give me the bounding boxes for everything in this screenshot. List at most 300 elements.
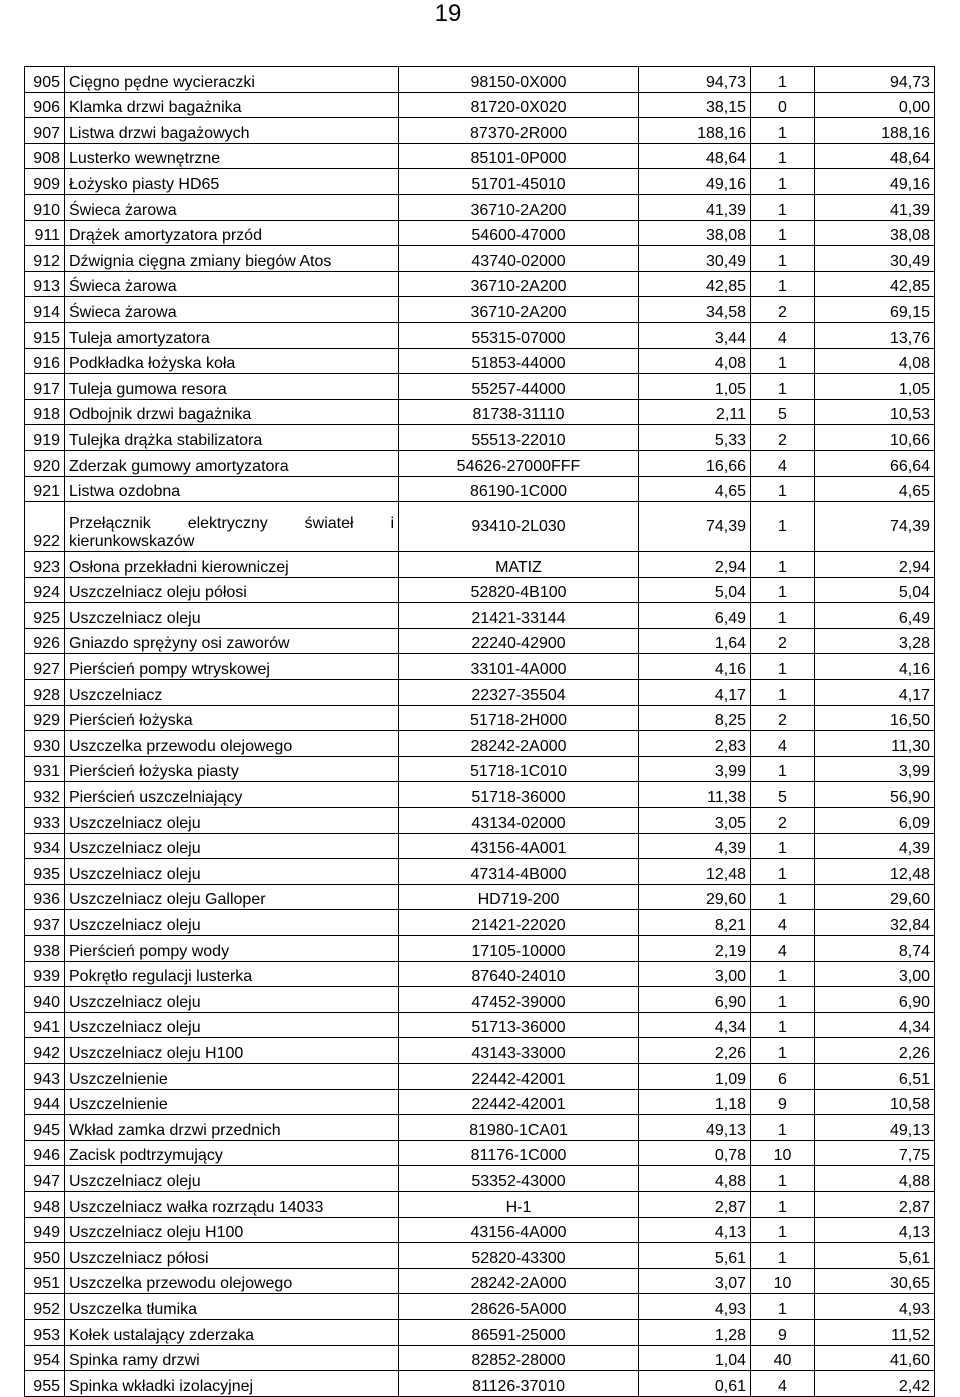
table-row	[25, 782, 935, 808]
quantity-cell: 10	[751, 1140, 815, 1166]
part-name-cell: Spinka ramy drzwi	[65, 1345, 399, 1371]
part-code-cell: HD719-200	[399, 884, 639, 910]
unit-price-cell: 3,99	[639, 756, 751, 782]
part-name-cell: Pierścień pompy wtryskowej	[65, 654, 399, 680]
table-row	[25, 476, 935, 502]
part-name-cell: Uszczelniacz oleju H100	[65, 1038, 399, 1064]
page-number: 19	[434, 0, 462, 27]
table-row	[25, 502, 935, 552]
part-name-cell: Uszczelniacz oleju	[65, 910, 399, 936]
row-number-cell: 916	[25, 348, 65, 374]
unit-price-cell: 49,13	[639, 1115, 751, 1141]
table-row	[25, 884, 935, 910]
table-row	[25, 1294, 935, 1320]
unit-price-cell: 6,90	[639, 987, 751, 1013]
quantity-cell: 1	[751, 1217, 815, 1243]
unit-price-cell: 0,61	[639, 1371, 751, 1397]
row-number-cell: 933	[25, 808, 65, 834]
table-row	[25, 1371, 935, 1397]
quantity-cell: 1	[751, 1191, 815, 1217]
part-name-cell: Uszczelniacz wałka rozrządu 14033	[65, 1191, 399, 1217]
total-value-cell: 12,48	[815, 859, 935, 885]
row-number-cell: 948	[25, 1191, 65, 1217]
quantity-cell: 1	[751, 884, 815, 910]
quantity-cell: 1	[751, 833, 815, 859]
part-code-cell: 53352-43000	[399, 1166, 639, 1192]
row-number-cell: 952	[25, 1294, 65, 1320]
unit-price-cell: 4,13	[639, 1217, 751, 1243]
table-row	[25, 1140, 935, 1166]
part-name-cell: Osłona przekładni kierowniczej	[65, 552, 399, 578]
unit-price-cell: 2,87	[639, 1191, 751, 1217]
total-value-cell: 29,60	[815, 884, 935, 910]
parts-table-body	[25, 67, 935, 1397]
unit-price-cell: 34,58	[639, 297, 751, 323]
unit-price-cell: 1,05	[639, 374, 751, 400]
part-name-cell: Uszczelnienie	[65, 1089, 399, 1115]
table-row	[25, 1063, 935, 1089]
unit-price-cell: 94,73	[639, 67, 751, 93]
part-code-cell: 85101-0P000	[399, 143, 639, 169]
unit-price-cell: 2,11	[639, 399, 751, 425]
quantity-cell: 2	[751, 628, 815, 654]
unit-price-cell: 4,17	[639, 680, 751, 706]
unit-price-cell: 30,49	[639, 246, 751, 272]
part-name-cell: Łożysko piasty HD65	[65, 169, 399, 195]
part-name-cell: Listwa ozdobna	[65, 476, 399, 502]
part-code-cell: 81738-31110	[399, 399, 639, 425]
quantity-cell: 4	[751, 731, 815, 757]
quantity-cell: 40	[751, 1345, 815, 1371]
row-number-cell: 907	[25, 118, 65, 144]
unit-price-cell: 29,60	[639, 884, 751, 910]
unit-price-cell: 2,26	[639, 1038, 751, 1064]
total-value-cell: 94,73	[815, 67, 935, 93]
table-row	[25, 1166, 935, 1192]
total-value-cell: 4,88	[815, 1166, 935, 1192]
part-code-cell: 51718-2H000	[399, 705, 639, 731]
total-value-cell: 6,49	[815, 603, 935, 629]
unit-price-cell: 48,64	[639, 143, 751, 169]
total-value-cell: 2,42	[815, 1371, 935, 1397]
unit-price-cell: 12,48	[639, 859, 751, 885]
total-value-cell: 5,04	[815, 577, 935, 603]
part-code-cell: 87640-24010	[399, 961, 639, 987]
table-row	[25, 1191, 935, 1217]
row-number-cell: 923	[25, 552, 65, 578]
table-row	[25, 859, 935, 885]
unit-price-cell: 74,39	[639, 502, 751, 552]
unit-price-cell: 2,19	[639, 936, 751, 962]
row-number-cell: 911	[25, 220, 65, 246]
part-code-cell: 55315-07000	[399, 322, 639, 348]
quantity-cell: 4	[751, 936, 815, 962]
unit-price-cell: 188,16	[639, 118, 751, 144]
total-value-cell: 32,84	[815, 910, 935, 936]
total-value-cell: 3,99	[815, 756, 935, 782]
part-code-cell: 51718-36000	[399, 782, 639, 808]
unit-price-cell: 3,00	[639, 961, 751, 987]
part-name-cell: Podkładka łożyska koła	[65, 348, 399, 374]
table-row	[25, 1243, 935, 1269]
part-name-cell: Uszczelniacz oleju	[65, 808, 399, 834]
part-name-cell: Tuleja gumowa resora	[65, 374, 399, 400]
row-number-cell: 917	[25, 374, 65, 400]
row-number-cell: 918	[25, 399, 65, 425]
row-number-cell: 941	[25, 1012, 65, 1038]
part-name-cell: Zacisk podtrzymujący	[65, 1140, 399, 1166]
total-value-cell: 66,64	[815, 450, 935, 476]
row-number-cell: 929	[25, 705, 65, 731]
unit-price-cell: 5,04	[639, 577, 751, 603]
quantity-cell: 0	[751, 92, 815, 118]
total-value-cell: 4,17	[815, 680, 935, 706]
total-value-cell: 11,52	[815, 1319, 935, 1345]
table-row	[25, 1115, 935, 1141]
part-name-cell: Zderzak gumowy amortyzatora	[65, 450, 399, 476]
unit-price-cell: 42,85	[639, 271, 751, 297]
total-value-cell: 30,65	[815, 1268, 935, 1294]
part-name-cell: Uszczelniacz oleju	[65, 1012, 399, 1038]
part-code-cell: 22442-42001	[399, 1089, 639, 1115]
row-number-cell: 905	[25, 67, 65, 93]
row-number-cell: 938	[25, 936, 65, 962]
part-name-cell: Uszczelniacz	[65, 680, 399, 706]
row-number-cell: 939	[25, 961, 65, 987]
part-name-cell: Pierścień łożyska piasty	[65, 756, 399, 782]
part-code-cell: 43156-4A001	[399, 833, 639, 859]
part-code-cell: 87370-2R000	[399, 118, 639, 144]
part-code-cell: MATIZ	[399, 552, 639, 578]
unit-price-cell: 1,64	[639, 628, 751, 654]
row-number-cell: 944	[25, 1089, 65, 1115]
total-value-cell: 16,50	[815, 705, 935, 731]
part-name-cell: Świeca żarowa	[65, 194, 399, 220]
row-number-cell: 914	[25, 297, 65, 323]
total-value-cell: 41,60	[815, 1345, 935, 1371]
part-name-cell: Listwa drzwi bagażowych	[65, 118, 399, 144]
table-row	[25, 450, 935, 476]
total-value-cell: 2,87	[815, 1191, 935, 1217]
total-value-cell: 3,00	[815, 961, 935, 987]
quantity-cell: 4	[751, 910, 815, 936]
quantity-cell: 1	[751, 246, 815, 272]
row-number-cell: 927	[25, 654, 65, 680]
part-code-cell: 55513-22010	[399, 425, 639, 451]
table-row	[25, 680, 935, 706]
part-code-cell: 28242-2A000	[399, 1268, 639, 1294]
row-number-cell: 912	[25, 246, 65, 272]
part-code-cell: 52820-4B100	[399, 577, 639, 603]
quantity-cell: 1	[751, 680, 815, 706]
part-name-cell: Kołek ustalający zderzaka	[65, 1319, 399, 1345]
unit-price-cell: 4,08	[639, 348, 751, 374]
part-name-cell: Pierścień łożyska	[65, 705, 399, 731]
table-row	[25, 1012, 935, 1038]
part-name-cell: Lusterko wewnętrzne	[65, 143, 399, 169]
total-value-cell: 2,26	[815, 1038, 935, 1064]
unit-price-cell: 4,16	[639, 654, 751, 680]
part-code-cell: 81980-1CA01	[399, 1115, 639, 1141]
total-value-cell: 38,08	[815, 220, 935, 246]
unit-price-cell: 6,49	[639, 603, 751, 629]
total-value-cell: 42,85	[815, 271, 935, 297]
row-number-cell: 950	[25, 1243, 65, 1269]
table-row	[25, 1345, 935, 1371]
quantity-cell: 9	[751, 1319, 815, 1345]
part-name-cell: Odbojnik drzwi bagażnika	[65, 399, 399, 425]
table-row	[25, 271, 935, 297]
row-number-cell: 951	[25, 1268, 65, 1294]
unit-price-cell: 8,21	[639, 910, 751, 936]
row-number-cell: 913	[25, 271, 65, 297]
part-code-cell: 43134-02000	[399, 808, 639, 834]
quantity-cell: 9	[751, 1089, 815, 1115]
unit-price-cell: 1,28	[639, 1319, 751, 1345]
row-number-cell: 943	[25, 1063, 65, 1089]
total-value-cell: 5,61	[815, 1243, 935, 1269]
part-name-cell: Uszczelniacz oleju	[65, 859, 399, 885]
part-code-cell: 81176-1C000	[399, 1140, 639, 1166]
quantity-cell: 1	[751, 271, 815, 297]
row-number-cell: 910	[25, 194, 65, 220]
table-row	[25, 577, 935, 603]
row-number-cell: 922	[25, 502, 65, 552]
table-row	[25, 374, 935, 400]
unit-price-cell: 4,65	[639, 476, 751, 502]
table-row	[25, 322, 935, 348]
table-row	[25, 348, 935, 374]
quantity-cell: 1	[751, 502, 815, 552]
quantity-cell: 1	[751, 1038, 815, 1064]
total-value-cell: 48,64	[815, 143, 935, 169]
total-value-cell: 56,90	[815, 782, 935, 808]
table-row	[25, 143, 935, 169]
parts-table	[24, 66, 935, 1397]
row-number-cell: 908	[25, 143, 65, 169]
quantity-cell: 1	[751, 961, 815, 987]
total-value-cell: 3,28	[815, 628, 935, 654]
part-code-cell: 43143-33000	[399, 1038, 639, 1064]
part-name-cell: Przełącznik elektryczny świateł i kierunkowskazów	[65, 502, 399, 552]
row-number-cell: 937	[25, 910, 65, 936]
table-row	[25, 118, 935, 144]
unit-price-cell: 3,07	[639, 1268, 751, 1294]
total-value-cell: 10,58	[815, 1089, 935, 1115]
row-number-cell: 930	[25, 731, 65, 757]
quantity-cell: 1	[751, 756, 815, 782]
row-number-cell: 940	[25, 987, 65, 1013]
table-row	[25, 756, 935, 782]
quantity-cell: 1	[751, 374, 815, 400]
quantity-cell: 1	[751, 194, 815, 220]
part-code-cell: 98150-0X000	[399, 67, 639, 93]
quantity-cell: 1	[751, 220, 815, 246]
quantity-cell: 10	[751, 1268, 815, 1294]
quantity-cell: 5	[751, 399, 815, 425]
total-value-cell: 4,39	[815, 833, 935, 859]
table-row	[25, 987, 935, 1013]
total-value-cell: 4,34	[815, 1012, 935, 1038]
part-name-cell: Tulejka drążka stabilizatora	[65, 425, 399, 451]
part-name-cell: Uszczelka przewodu olejowego	[65, 731, 399, 757]
unit-price-cell: 38,08	[639, 220, 751, 246]
part-name-cell: Dźwignia cięgna zmiany biegów Atos	[65, 246, 399, 272]
quantity-cell: 5	[751, 782, 815, 808]
quantity-cell: 1	[751, 987, 815, 1013]
unit-price-cell: 3,05	[639, 808, 751, 834]
part-name-cell: Uszczelniacz oleju	[65, 833, 399, 859]
unit-price-cell: 1,09	[639, 1063, 751, 1089]
part-code-cell: 81720-0X020	[399, 92, 639, 118]
part-code-cell: 86591-25000	[399, 1319, 639, 1345]
part-code-cell: 22442-42001	[399, 1063, 639, 1089]
total-value-cell: 4,08	[815, 348, 935, 374]
total-value-cell: 0,00	[815, 92, 935, 118]
part-code-cell: 54626-27000FFF	[399, 450, 639, 476]
quantity-cell: 1	[751, 1115, 815, 1141]
total-value-cell: 10,53	[815, 399, 935, 425]
part-code-cell: 28626-5A000	[399, 1294, 639, 1320]
row-number-cell: 947	[25, 1166, 65, 1192]
total-value-cell: 4,65	[815, 476, 935, 502]
unit-price-cell: 0,78	[639, 1140, 751, 1166]
table-row	[25, 552, 935, 578]
part-code-cell: H-1	[399, 1191, 639, 1217]
row-number-cell: 946	[25, 1140, 65, 1166]
row-number-cell: 955	[25, 1371, 65, 1397]
row-number-cell: 932	[25, 782, 65, 808]
table-row	[25, 705, 935, 731]
table-row	[25, 425, 935, 451]
total-value-cell: 4,13	[815, 1217, 935, 1243]
part-code-cell: 47452-39000	[399, 987, 639, 1013]
quantity-cell: 1	[751, 1012, 815, 1038]
part-code-cell: 43740-02000	[399, 246, 639, 272]
row-number-cell: 928	[25, 680, 65, 706]
part-name-cell: Uszczelniacz oleju	[65, 987, 399, 1013]
table-row	[25, 1089, 935, 1115]
unit-price-cell: 1,18	[639, 1089, 751, 1115]
quantity-cell: 1	[751, 118, 815, 144]
table-row	[25, 1217, 935, 1243]
row-number-cell: 926	[25, 628, 65, 654]
row-number-cell: 925	[25, 603, 65, 629]
part-name-cell: Uszczelniacz oleju	[65, 603, 399, 629]
table-row	[25, 169, 935, 195]
quantity-cell: 1	[751, 348, 815, 374]
part-name-cell: Uszczelniacz oleju	[65, 1166, 399, 1192]
part-name-cell: Gniazdo sprężyny osi zaworów	[65, 628, 399, 654]
part-name-cell: Spinka wkładki izolacyjnej	[65, 1371, 399, 1397]
part-code-cell: 86190-1C000	[399, 476, 639, 502]
part-code-cell: 51713-36000	[399, 1012, 639, 1038]
part-code-cell: 93410-2L030	[399, 502, 639, 552]
row-number-cell: 906	[25, 92, 65, 118]
quantity-cell: 2	[751, 425, 815, 451]
row-number-cell: 936	[25, 884, 65, 910]
part-code-cell: 51701-45010	[399, 169, 639, 195]
total-value-cell: 69,15	[815, 297, 935, 323]
quantity-cell: 4	[751, 450, 815, 476]
part-code-cell: 33101-4A000	[399, 654, 639, 680]
table-row	[25, 731, 935, 757]
row-number-cell: 942	[25, 1038, 65, 1064]
table-row	[25, 808, 935, 834]
table-row	[25, 92, 935, 118]
part-code-cell: 36710-2A200	[399, 297, 639, 323]
total-value-cell: 1,05	[815, 374, 935, 400]
quantity-cell: 1	[751, 654, 815, 680]
quantity-cell: 4	[751, 322, 815, 348]
quantity-cell: 1	[751, 67, 815, 93]
part-code-cell: 43156-4A000	[399, 1217, 639, 1243]
part-name-cell: Uszczelka przewodu olejowego	[65, 1268, 399, 1294]
total-value-cell: 2,94	[815, 552, 935, 578]
part-code-cell: 36710-2A200	[399, 271, 639, 297]
quantity-cell: 1	[751, 169, 815, 195]
table-row	[25, 910, 935, 936]
quantity-cell: 1	[751, 143, 815, 169]
total-value-cell: 6,51	[815, 1063, 935, 1089]
quantity-cell: 1	[751, 603, 815, 629]
quantity-cell: 1	[751, 859, 815, 885]
unit-price-cell: 11,38	[639, 782, 751, 808]
table-row	[25, 936, 935, 962]
unit-price-cell: 4,88	[639, 1166, 751, 1192]
row-number-cell: 915	[25, 322, 65, 348]
table-row	[25, 961, 935, 987]
row-number-cell: 954	[25, 1345, 65, 1371]
row-number-cell: 924	[25, 577, 65, 603]
part-code-cell: 21421-33144	[399, 603, 639, 629]
quantity-cell: 1	[751, 1166, 815, 1192]
unit-price-cell: 41,39	[639, 194, 751, 220]
part-code-cell: 81126-37010	[399, 1371, 639, 1397]
quantity-cell: 6	[751, 1063, 815, 1089]
table-row	[25, 1319, 935, 1345]
part-name-cell: Tuleja amortyzatora	[65, 322, 399, 348]
unit-price-cell: 3,44	[639, 322, 751, 348]
part-name-cell: Drążek amortyzatora przód	[65, 220, 399, 246]
part-name-cell: Pierścień uszczelniający	[65, 782, 399, 808]
table-row	[25, 67, 935, 93]
total-value-cell: 7,75	[815, 1140, 935, 1166]
row-number-cell: 935	[25, 859, 65, 885]
total-value-cell: 10,66	[815, 425, 935, 451]
quantity-cell: 1	[751, 1243, 815, 1269]
unit-price-cell: 1,04	[639, 1345, 751, 1371]
part-code-cell: 17105-10000	[399, 936, 639, 962]
row-number-cell: 920	[25, 450, 65, 476]
table-row	[25, 399, 935, 425]
row-number-cell: 931	[25, 756, 65, 782]
quantity-cell: 2	[751, 705, 815, 731]
total-value-cell: 11,30	[815, 731, 935, 757]
part-code-cell: 51718-1C010	[399, 756, 639, 782]
total-value-cell: 6,90	[815, 987, 935, 1013]
unit-price-cell: 5,33	[639, 425, 751, 451]
total-value-cell: 13,76	[815, 322, 935, 348]
unit-price-cell: 5,61	[639, 1243, 751, 1269]
table-row	[25, 654, 935, 680]
part-name-cell: Wkład zamka drzwi przednich	[65, 1115, 399, 1141]
total-value-cell: 188,16	[815, 118, 935, 144]
unit-price-cell: 2,94	[639, 552, 751, 578]
row-number-cell: 921	[25, 476, 65, 502]
table-row	[25, 297, 935, 323]
part-code-cell: 47314-4B000	[399, 859, 639, 885]
